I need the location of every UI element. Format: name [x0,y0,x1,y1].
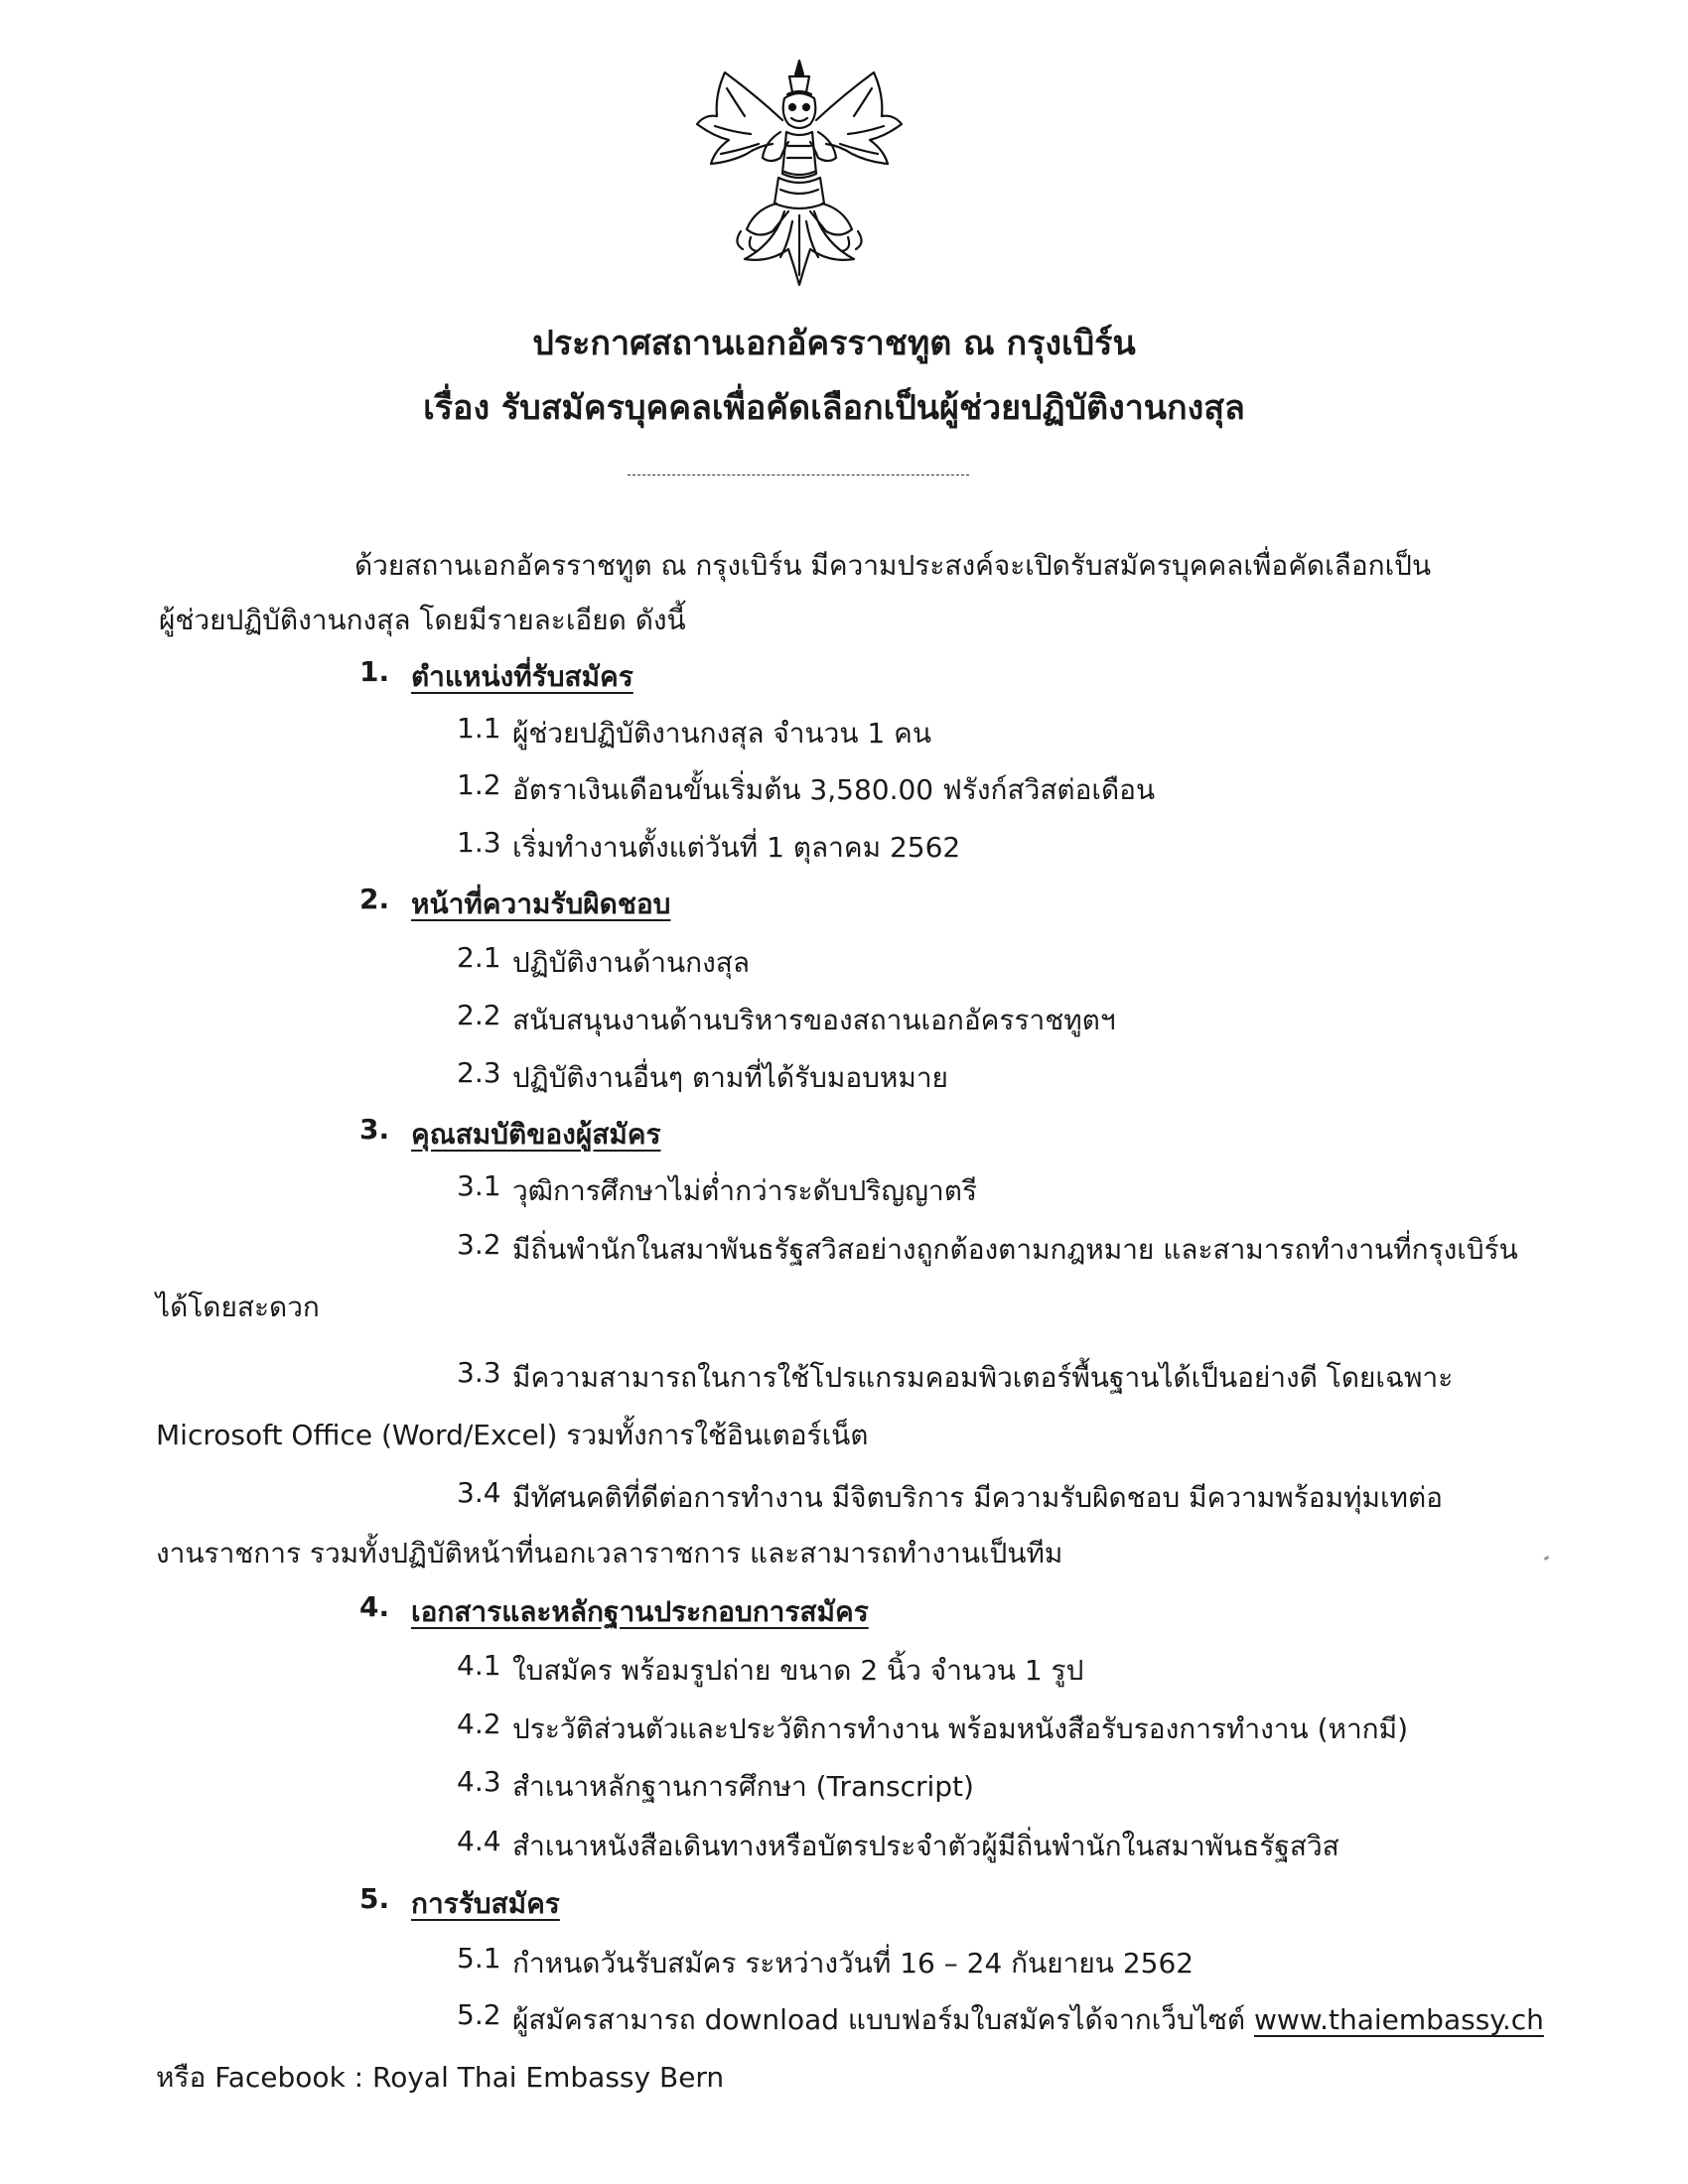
intro-line-2: ผู้ช่วยปฏิบัติงานกงสุล โดยมีรายละเอียด ดังนี้ [159,604,686,636]
item-text: อัตราเงินเดือนขั้นเริ่มต้น 3,580.00 ฟรังก์สวิสต่อเดือน [512,773,1156,806]
item-number: 3.3 [457,1356,501,1389]
section-heading: ตำแหน่งที่รับสมัคร [411,660,633,693]
item-text: ผู้ช่วยปฏิบัติงานกงสุล จำนวน 1 คน [512,717,931,750]
section-number: 1. [359,655,390,688]
item-text-continued: ได้โดยสะดวก [156,1291,320,1323]
item-text: ปฏิบัติงานอื่นๆ ตามที่ได้รับมอบหมาย [512,1061,948,1094]
item-text: มีถิ่นพำนักในสมาพันธรัฐสวิสอย่างถูกต้องตามกฎหมาย และสามารถทำงานที่กรุงเบิร์น [512,1233,1518,1266]
item-number: 1.2 [457,768,501,801]
item-text: ปฏิบัติงานด้านกงสุล [512,946,750,979]
item-text: สำเนาหนังสือเดินทางหรือบัตรประจำตัวผู้มีถิ่นพำนักในสมาพันธรัฐสวิส [512,1830,1339,1862]
item-text-continued: Microsoft Office (Word/Excel) รวมทั้งการใช้อินเตอร์เน็ต [156,1419,869,1451]
section-number: 2. [359,883,390,915]
item-number: 4.3 [457,1765,501,1798]
item-text: วุฒิการศึกษาไม่ต่ำกว่าระดับปริญญาตรี [512,1174,977,1207]
item-text: กำหนดวันรับสมัคร ระหว่างวันที่ 16 – 24 กันยายน 2562 [512,1947,1195,1979]
announcement-subject: เรื่อง รับสมัครบุคคลเพื่อคัดเลือกเป็นผู้ช่วยปฏิบัติงานกงสุล [423,388,1245,428]
item-text: สำเนาหลักฐานการศึกษา (Transcript) [512,1770,974,1803]
intro-line-1: ด้วยสถานเอกอัครราชทูต ณ กรุงเบิร์น มีความประสงค์จะเปิดรับสมัครบุคคลเพื่อคัดเลือกเป็น [354,549,1432,582]
item-text-body: ผู้สมัครสามารถ download แบบฟอร์มใบสมัครได้จากเว็บไซต์ [512,2003,1254,2036]
item-number: 1.1 [457,712,501,745]
item-text: ประวัติส่วนตัวและประวัติการทำงาน พร้อมหนังสือรับรองการทำงาน (หากมี) [512,1712,1409,1745]
item-number: 2.2 [457,999,501,1031]
item-number: 5.2 [457,1998,501,2031]
item-text: ใบสมัคร พร้อมรูปถ่าย ขนาด 2 นิ้ว จำนวน 1 รูป [512,1654,1084,1687]
section-heading: คุณสมบัติของผู้สมัคร [411,1118,661,1151]
section-number: 4. [359,1590,390,1623]
item-text-continued: งานราชการ รวมทั้งปฏิบัติหน้าที่นอกเวลาราชการ และสามารถทำงานเป็นทีม [156,1537,1063,1570]
item-number: 5.1 [457,1942,501,1975]
garuda-emblem-icon [685,55,914,293]
section-number: 5. [359,1882,390,1915]
item-number: 4.1 [457,1649,501,1682]
item-number: 4.4 [457,1825,501,1857]
item-number: 4.2 [457,1707,501,1740]
item-text [512,1998,1544,2042]
item-number: 1.3 [457,826,501,859]
item-number: 2.1 [457,941,501,974]
item-text: สนับสนุนงานด้านบริหารของสถานเอกอัครราชทูตฯ [512,1004,1116,1036]
item-number: 3.2 [457,1228,501,1261]
item-text-continued: หรือ Facebook : Royal Thai Embassy Bern [156,2061,725,2094]
section-heading: เอกสารและหลักฐานประกอบการสมัคร [411,1595,869,1628]
item-number: 3.1 [457,1169,501,1202]
item-number: 3.4 [457,1476,501,1509]
announcement-title: ประกาศสถานเอกอัครราชทูต ณ กรุงเบิร์น [532,324,1136,363]
section-heading: หน้าที่ความรับผิดชอบ [411,887,671,920]
item-number: 2.3 [457,1056,501,1089]
embassy-website-link[interactable]: www.thaiembassy.ch [1253,2003,1544,2036]
item-text: มีทัศนคติที่ดีต่อการทำงาน มีจิตบริการ มีความรับผิดชอบ มีความพร้อมทุ่มเทต่อ [512,1481,1443,1514]
title-divider [628,475,969,476]
item-text: มีความสามารถในการใช้โปรแกรมคอมพิวเตอร์พื้นฐานได้เป็นอย่างดี โดยเฉพาะ [512,1361,1454,1394]
scan-speck [1544,1556,1550,1561]
section-heading: การรับสมัคร [411,1887,560,1920]
item-text: เริ่มทำงานตั้งแต่วันที่ 1 ตุลาคม 2562 [512,831,961,864]
section-number: 3. [359,1113,390,1146]
